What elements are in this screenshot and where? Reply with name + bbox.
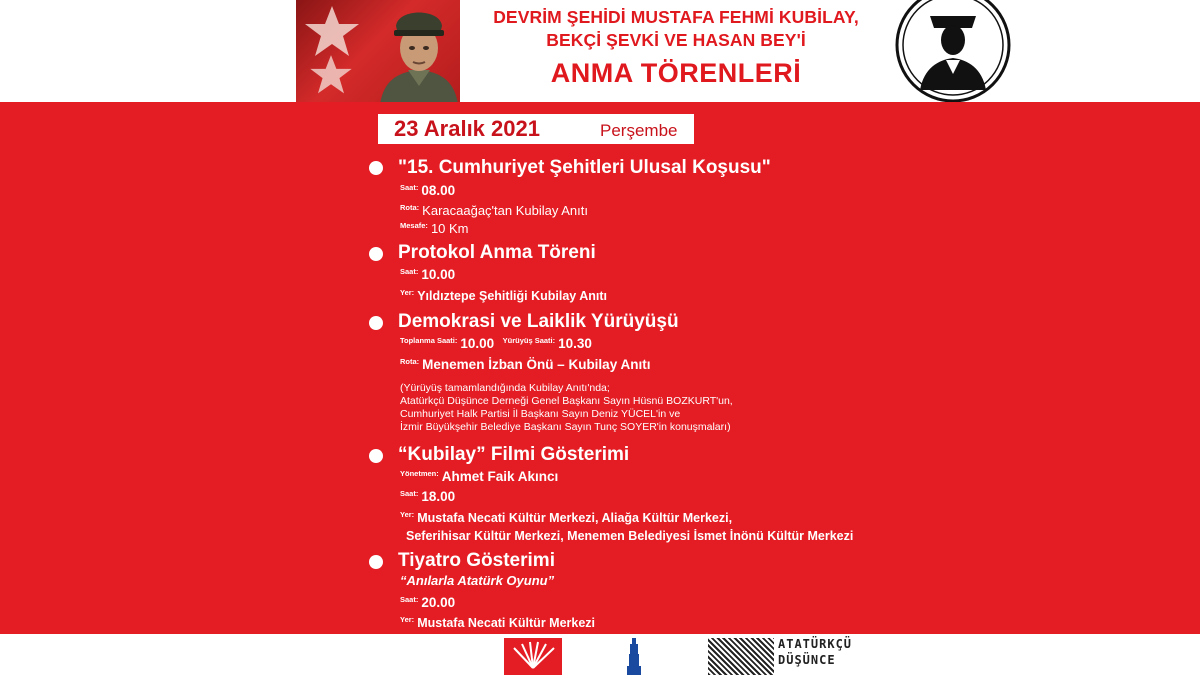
title-line-1: DEVRİM ŞEHİDİ MUSTAFA FEHMİ KUBİLAY, (493, 7, 859, 27)
place-label: Yer: (400, 288, 415, 297)
flag-portrait-panel (296, 0, 460, 102)
time-label: Saat: (400, 489, 419, 498)
event-director-row (400, 468, 558, 486)
gathering-time-value: 10.00 (460, 336, 495, 351)
director-label: Yönetmen: (400, 469, 439, 478)
place-value: Yıldıztepe Şehitliği Kubilay Anıtı (417, 289, 608, 303)
event-place-row-2 (403, 527, 853, 545)
event-title: "15. Cumhuriyet Şehitleri Ulusal Koşusu" (398, 157, 771, 178)
note-line: (Yürüyüş tamamlandığında Kubilay Anıtı'nda; (400, 382, 610, 394)
place-label: Yer: (400, 510, 415, 519)
six-arrows-icon (504, 638, 562, 675)
izmir-clock-tower-icon (626, 636, 642, 675)
note-line: Atatürkçü Düşünce Derneği Genel Başkanı Sayın Hüsnü BOZKURT'un, (400, 395, 733, 407)
add-logo-text (778, 636, 852, 668)
time-label: Saat: (400, 267, 419, 276)
add-logo-line: DÜŞÜNCE (778, 653, 836, 667)
gathering-time-label: Toplanma Saati: (400, 336, 458, 345)
kubilay-portrait (374, 0, 460, 102)
time-value: 08.00 (421, 183, 456, 198)
event-gathering-row (400, 335, 592, 353)
route-label: Rota: (400, 357, 420, 366)
event-subtitle: “Anılarla Atatürk Oyunu” (400, 573, 555, 588)
speeches-note (400, 382, 733, 434)
event-title: Tiyatro Gösterimi (398, 550, 555, 571)
event-weekday: Perşembe (600, 121, 678, 140)
event-time-row (400, 182, 455, 200)
bullet-icon (369, 247, 383, 261)
ataturk-medallion (894, 0, 1012, 104)
event-time-row (400, 488, 455, 506)
distance-value: 10 Km (430, 221, 469, 236)
distance-label: Mesafe: (400, 221, 428, 230)
add-logo-pattern (708, 638, 774, 675)
title-main: ANMA TÖRENLERİ (550, 58, 802, 88)
program-panel (0, 102, 1200, 634)
event-route-row (400, 356, 650, 374)
event-title: Demokrasi ve Laiklik Yürüyüşü (398, 311, 679, 332)
place-value-2: Seferihisar Kültür Merkezi, Menemen Belediyesi İsmet İnönü Kültür Merkezi (406, 529, 854, 543)
chp-logo (504, 638, 562, 675)
add-logo-line: ATATÜRKÇÜ (778, 637, 853, 651)
event-title: “Kubilay” Filmi Gösterimi (398, 444, 630, 465)
place-value: Mustafa Necati Kültür Merkezi (417, 616, 596, 630)
place-label: Yer: (400, 615, 415, 624)
route-value: Menemen İzban Önü – Kubilay Anıtı (422, 357, 651, 372)
bullet-icon (369, 449, 383, 463)
event-date: 23 Aralık 2021 (394, 116, 540, 141)
event-time-row (400, 266, 455, 284)
march-time-value: 10.30 (558, 336, 592, 351)
event-place-row (400, 614, 595, 632)
date-bar (378, 114, 694, 144)
event-title: Protokol Anma Töreni (398, 242, 596, 263)
time-value: 18.00 (421, 489, 456, 504)
event-place-row (400, 509, 732, 527)
title-line-2: BEKÇİ ŞEVKİ VE HASAN BEY'İ (546, 30, 806, 50)
ceremony-title (462, 6, 890, 90)
time-value: 10.00 (421, 267, 456, 282)
time-label: Saat: (400, 183, 419, 192)
route-label: Rota: (400, 203, 420, 212)
header (0, 0, 1200, 102)
event-place-row (400, 287, 607, 305)
march-time-label: Yürüyüş Saati: (502, 336, 556, 345)
event-time-row (400, 594, 455, 612)
sponsor-logos (0, 634, 1200, 675)
place-value: Mustafa Necati Kültür Merkezi, Aliağa Kültür Merkezi, (417, 511, 733, 525)
time-value: 20.00 (421, 595, 456, 610)
time-label: Saat: (400, 595, 419, 604)
star-icon (308, 52, 354, 98)
bullet-icon (369, 555, 383, 569)
bullet-icon (369, 161, 383, 175)
director-value: Ahmet Faik Akıncı (441, 469, 559, 484)
bullet-icon (369, 316, 383, 330)
event-distance-row (400, 220, 469, 238)
event-route-row (400, 202, 588, 220)
route-value: Karacaağaç'tan Kubilay Anıtı (422, 203, 588, 218)
note-line: Cumhuriyet Halk Partisi İl Başkanı Sayın Deniz YÜCEL'in ve (400, 408, 681, 420)
note-line: İzmir Büyükşehir Belediye Başkanı Sayın Tunç SOYER'in konuşmaları) (400, 421, 731, 433)
